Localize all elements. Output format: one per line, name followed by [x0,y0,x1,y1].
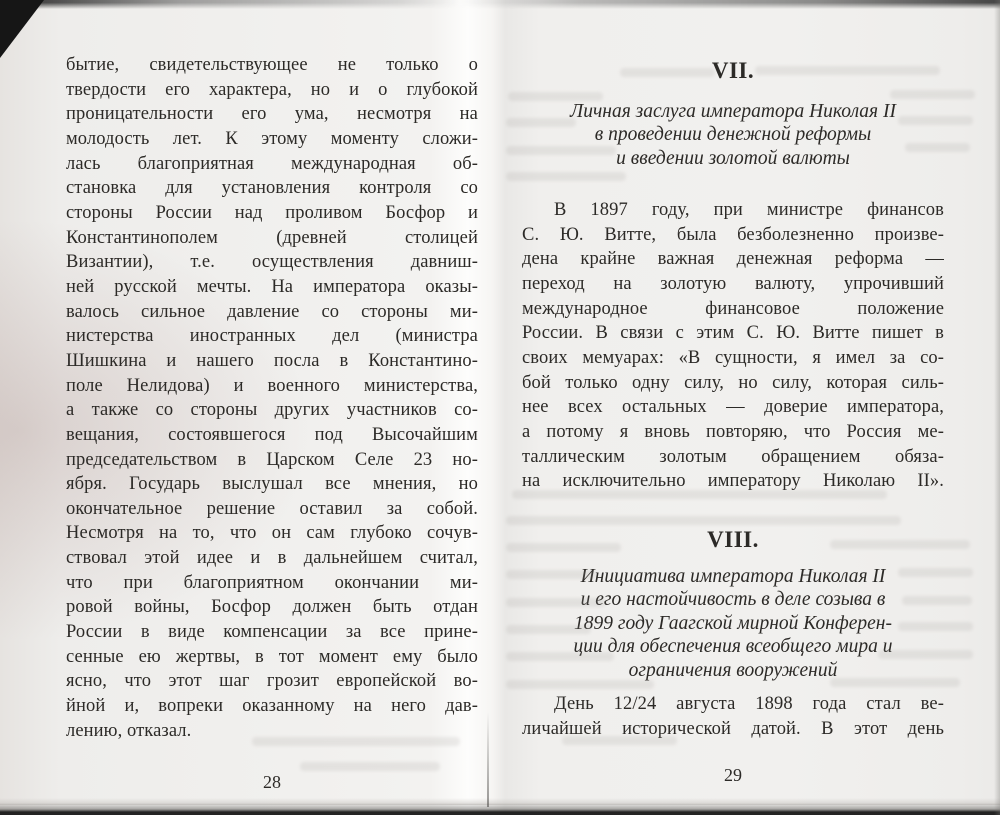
text-line: своих мемуарах: «В сущности, я имел за со- [522,347,944,368]
text-line: а потому я вновь повторяю, что Россия ме- [522,421,944,442]
text-line: России в виде компенсации за все прине- [66,622,478,643]
bleed-through-text-mark [506,543,621,552]
text-line: С. Ю. Витте, была безболезненно произве- [522,224,944,245]
bleed-through-text-mark [506,598,606,607]
text-line: лась благоприятная международная об- [66,153,478,174]
bleed-through-text-mark [506,625,591,634]
text-line: России. В связи с этим С. Ю. Витте пишет в [522,323,944,344]
text-line: Инициатива императора Николая II [580,566,886,587]
text-line: переход на золотую валюту, упрочивший [522,273,944,294]
bleed-through-text-mark [905,143,970,152]
text-line: День 12/24 августа 1898 года стал ве- [554,694,944,714]
text-line: молодость лет. К этому моменту сложи- [66,128,478,149]
text-line: а также со стороны других участников со- [66,400,478,421]
text-line: ции для обеспечения всеобщего мира и [573,636,893,658]
bleed-through-text-mark [898,622,973,631]
text-line: стороны России над проливом Босфор и [66,202,478,223]
bleed-through-text-mark [878,650,973,659]
chapter-7-heading: VII. [711,58,755,83]
text-line: Константинополем (древней столицей [66,227,478,248]
text-line: личайшей исторической датой. В этот день [522,718,944,739]
bleed-through-text-mark [898,568,973,577]
chapter-8-subtitle [522,565,944,682]
text-line: становка для установления контроля со [66,178,478,199]
bleed-through-text-mark [506,570,596,579]
text-line: и его настойчивость в деле созыва в [580,589,886,611]
bleed-through-text-mark [898,116,973,125]
text-line: йной и, вопреки оказанному на него дав- [66,696,478,717]
bleed-through-text-mark [512,490,887,499]
bleed-through-text-mark [755,66,940,75]
text-line: и введении золотой валюты [616,147,850,169]
bleed-through-text-mark [890,90,975,99]
bleed-through-text-mark [506,172,626,181]
text-line: окончательное решение оставил за собой. [66,498,478,519]
text-line: бой только одну силу, но силу, которая силь- [522,372,944,393]
text-line: проницательности его ума, несмотря на [66,104,478,125]
left-page-body-text [66,53,478,743]
text-line: 1899 году Гаагской мирной Конферен- [574,612,892,634]
bleed-through-text-mark [300,762,440,771]
text-line: дена крайне важная денежная реформа — [522,249,944,270]
text-line: в проведении денежной реформы [594,124,872,146]
text-line: поле Нелидова) и военного министерства, [66,375,478,396]
text-line: ограничения вооружений [628,659,838,681]
text-line: на исключительно императору Николаю II». [522,471,944,492]
chapter-7-subtitle [522,100,944,170]
bleed-through-text-mark [562,736,677,745]
text-line: международное финансовое положение [522,298,944,319]
text-line: председательством в Царском Селе 23 но- [66,449,478,470]
right-page-number: 29 [724,765,742,785]
bleed-through-text-mark [506,118,576,127]
right-page [500,0,1000,815]
chapter-8-paragraph [522,692,944,741]
text-line: ствовал этой идее и в дальнейшем считал, [66,548,478,569]
bleed-through-text-mark [506,652,614,661]
text-line: ней русской мечты. На императора оказы- [66,276,478,297]
text-line: нистерства иностранных дел (министра [66,326,478,347]
bleed-through-text-mark [506,146,616,155]
text-line: ровой войны, Босфор должен быть отдан [66,597,478,618]
chapter-7-paragraph [522,198,944,494]
bleed-through-text-mark [620,68,715,77]
bleed-through-text-mark [252,737,460,746]
text-line: таллическим золотым обращением обяза- [522,446,944,467]
bleed-through-text-mark [902,596,972,605]
bleed-through-text-mark [506,680,654,689]
text-line: вещания, состоявшегося под Высочайшим [66,424,478,445]
bleed-through-text-mark [830,540,970,549]
text-line: сенные ею жертвы, в тот момент ему было [66,646,478,667]
bleed-through-text-mark [506,516,901,525]
bleed-through-text-mark [508,92,603,101]
text-line: бытие, свидетельствующее не только о [66,55,478,75]
text-line: Шишкина и нашего посла в Константино- [66,350,478,371]
text-line: ясно, что этот шаг грозит европейской во- [66,671,478,692]
text-line: лению, отказал. [66,720,192,741]
text-line: Византии), т.е. осуществления давниш- [66,252,478,273]
text-line: Несмотря на то, что он сам глубоко сочув- [66,523,478,544]
chapter-8-heading: VIII. [707,527,759,552]
text-line: Личная заслуга императора Николая II [570,101,896,122]
text-line: В 1897 году, при министре финансов [554,200,944,220]
left-page-number: 28 [263,772,281,792]
text-line: что при благоприятном окончании ми- [66,572,478,593]
text-line: твердости его характера, но и о глубокой [66,79,478,100]
text-line: валось сильное давление со стороны ми- [66,301,478,322]
text-line: ября. Государь выслушал все мнения, но [66,474,478,495]
text-line: нее всех остальных — доверие императора, [522,397,944,418]
bleed-through-text-mark [830,678,960,687]
